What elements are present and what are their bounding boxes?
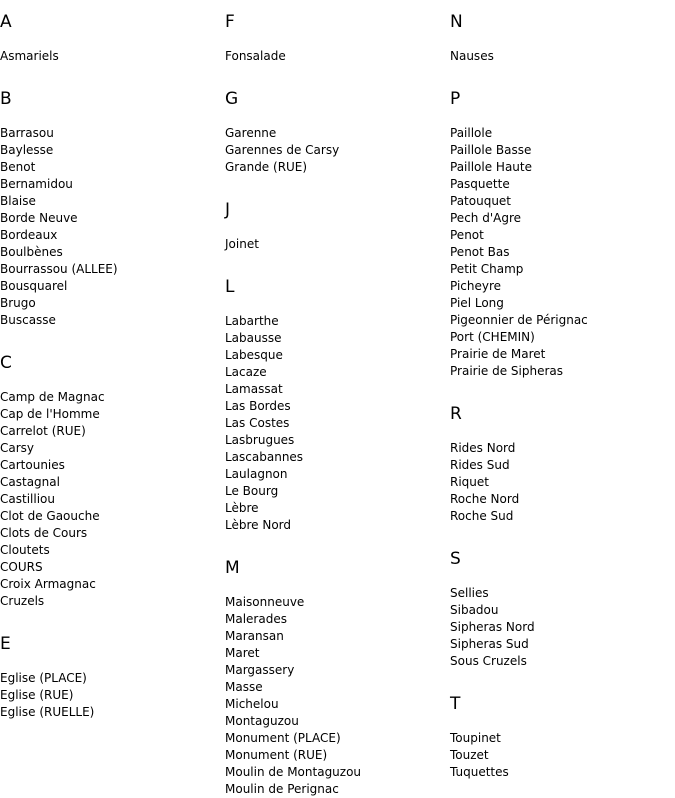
street-name-item: Margassery bbox=[225, 663, 295, 677]
street-name-item: Rides Nord bbox=[450, 441, 516, 455]
letter-group bbox=[450, 404, 670, 525]
street-name-item: Brugo bbox=[0, 296, 36, 310]
street-name-item: Eglise (PLACE) bbox=[0, 671, 87, 685]
letter-group bbox=[450, 12, 670, 65]
letter-group bbox=[450, 89, 670, 380]
letter-group bbox=[0, 89, 220, 329]
street-name-item: Masse bbox=[225, 680, 263, 694]
street-list bbox=[450, 730, 670, 781]
street-name-item: Maisonneuve bbox=[225, 595, 305, 609]
street-list bbox=[225, 594, 445, 798]
section-letter-heading: L bbox=[225, 277, 235, 297]
street-name-item: Sibadou bbox=[450, 603, 499, 617]
section-letter-heading: A bbox=[0, 12, 12, 32]
street-name-item: Croix Armagnac bbox=[0, 577, 96, 591]
section-letter-heading: G bbox=[225, 89, 239, 109]
street-name-item: Michelou bbox=[225, 697, 279, 711]
street-name-item: Toupinet bbox=[450, 731, 501, 745]
street-name-item: Le Bourg bbox=[225, 484, 279, 498]
street-list bbox=[450, 440, 670, 525]
street-name-item: Sellies bbox=[450, 586, 489, 600]
street-name-item: Buscasse bbox=[0, 313, 56, 327]
street-name-item: Penot bbox=[450, 228, 484, 242]
street-name-item: Bourrassou (ALLEE) bbox=[0, 262, 118, 276]
street-name-item: Prairie de Maret bbox=[450, 347, 546, 361]
street-list bbox=[450, 585, 670, 670]
section-letter-heading: T bbox=[450, 694, 461, 714]
section-letter-heading: M bbox=[225, 558, 240, 578]
street-name-item: Riquet bbox=[450, 475, 489, 489]
street-name-item: Boulbènes bbox=[0, 245, 63, 259]
street-name-item: Maransan bbox=[225, 629, 284, 643]
street-index-column-1 bbox=[0, 0, 220, 721]
street-name-item: Asmariels bbox=[0, 49, 59, 63]
street-name-item: Lèbre Nord bbox=[225, 518, 291, 532]
street-name-item: Garenne bbox=[225, 126, 277, 140]
street-name-item: Cap de l'Homme bbox=[0, 407, 100, 421]
street-name-item: Fonsalade bbox=[225, 49, 286, 63]
street-name-item: Grande (RUE) bbox=[225, 160, 308, 174]
letter-group bbox=[225, 200, 445, 253]
street-name-item: Touzet bbox=[450, 748, 489, 762]
street-name-item: Paillole bbox=[450, 126, 493, 140]
street-list bbox=[450, 48, 670, 65]
street-name-item: Cloutets bbox=[0, 543, 50, 557]
street-name-item: Eglise (RUELLE) bbox=[0, 705, 95, 719]
letter-group bbox=[450, 549, 670, 670]
street-list bbox=[0, 389, 220, 610]
street-name-item: Laulagnon bbox=[225, 467, 288, 481]
street-list bbox=[225, 313, 445, 534]
section-letter-heading: P bbox=[450, 89, 461, 109]
street-name-item: Petit Champ bbox=[450, 262, 524, 276]
street-name-item: Pasquette bbox=[450, 177, 510, 191]
street-name-item: Sipheras Sud bbox=[450, 637, 529, 651]
street-name-item: Monument (RUE) bbox=[225, 748, 328, 762]
street-list bbox=[450, 125, 670, 380]
street-list bbox=[0, 48, 220, 65]
street-name-item: Joinet bbox=[225, 237, 259, 251]
street-name-item: Eglise (RUE) bbox=[0, 688, 74, 702]
street-name-item: Picheyre bbox=[450, 279, 502, 293]
street-list bbox=[0, 125, 220, 329]
street-index-column-2 bbox=[225, 0, 445, 798]
street-name-item: Nauses bbox=[450, 49, 494, 63]
street-name-item: Paillole Basse bbox=[450, 143, 532, 157]
street-name-item: Lèbre bbox=[225, 501, 259, 515]
street-name-item: Garennes de Carsy bbox=[225, 143, 340, 157]
letter-group bbox=[225, 277, 445, 534]
street-name-item: Castilliou bbox=[0, 492, 55, 506]
letter-group bbox=[225, 558, 445, 798]
street-list bbox=[225, 236, 445, 253]
section-letter-heading: E bbox=[0, 634, 11, 654]
street-name-item: Labarthe bbox=[225, 314, 279, 328]
letter-group bbox=[225, 89, 445, 176]
street-name-item: Borde Neuve bbox=[0, 211, 78, 225]
street-name-item: Lascabannes bbox=[225, 450, 304, 464]
street-name-item: Moulin de Montaguzou bbox=[225, 765, 362, 779]
street-name-item: Pigeonnier de Pérignac bbox=[450, 313, 588, 327]
section-letter-heading: B bbox=[0, 89, 12, 109]
street-name-item: Moulin de Perignac bbox=[225, 782, 339, 796]
street-name-item: Camp de Magnac bbox=[0, 390, 105, 404]
street-name-item: Labesque bbox=[225, 348, 283, 362]
street-name-item: Sipheras Nord bbox=[450, 620, 535, 634]
street-name-item: Paillole Haute bbox=[450, 160, 532, 174]
street-name-item: Tuquettes bbox=[450, 765, 509, 779]
street-name-item: Barrasou bbox=[0, 126, 54, 140]
street-name-item: Penot Bas bbox=[450, 245, 510, 259]
street-name-item: COURS bbox=[0, 560, 43, 574]
street-name-item: Clot de Gaouche bbox=[0, 509, 100, 523]
street-name-item: Las Costes bbox=[225, 416, 290, 430]
street-name-item: Benot bbox=[0, 160, 36, 174]
street-list bbox=[225, 48, 445, 65]
letter-group bbox=[450, 694, 670, 781]
street-name-item: Lasbrugues bbox=[225, 433, 295, 447]
street-name-item: Sous Cruzels bbox=[450, 654, 527, 668]
street-name-item: Prairie de Sipheras bbox=[450, 364, 564, 378]
street-name-item: Cartounies bbox=[0, 458, 65, 472]
street-name-item: Lacaze bbox=[225, 365, 267, 379]
street-name-item: Castagnal bbox=[0, 475, 60, 489]
street-name-item: Pech d'Agre bbox=[450, 211, 522, 225]
section-letter-heading: F bbox=[225, 12, 235, 32]
section-letter-heading: S bbox=[450, 549, 461, 569]
street-name-item: Blaise bbox=[0, 194, 36, 208]
street-name-item: Roche Nord bbox=[450, 492, 520, 506]
street-name-item: Clots de Cours bbox=[0, 526, 88, 540]
letter-group bbox=[0, 353, 220, 610]
street-name-item: Las Bordes bbox=[225, 399, 291, 413]
street-index-column-3 bbox=[450, 0, 670, 781]
street-name-item: Piel Long bbox=[450, 296, 504, 310]
street-name-item: Montaguzou bbox=[225, 714, 299, 728]
street-name-item: Rides Sud bbox=[450, 458, 510, 472]
street-name-item: Carrelot (RUE) bbox=[0, 424, 86, 438]
street-name-item: Port (CHEMIN) bbox=[450, 330, 535, 344]
street-name-item: Lamassat bbox=[225, 382, 283, 396]
section-letter-heading: N bbox=[450, 12, 463, 32]
section-letter-heading: J bbox=[225, 200, 231, 220]
street-name-item: Baylesse bbox=[0, 143, 54, 157]
section-letter-heading: R bbox=[450, 404, 462, 424]
letter-group bbox=[0, 634, 220, 721]
street-name-item: Cruzels bbox=[0, 594, 45, 608]
street-name-item: Bordeaux bbox=[0, 228, 58, 242]
street-name-item: Malerades bbox=[225, 612, 287, 626]
street-name-item: Roche Sud bbox=[450, 509, 514, 523]
street-name-item: Bernamidou bbox=[0, 177, 73, 191]
street-list bbox=[0, 670, 220, 721]
street-name-item: Bousquarel bbox=[0, 279, 68, 293]
section-letter-heading: C bbox=[0, 353, 12, 373]
street-name-item: Maret bbox=[225, 646, 260, 660]
street-name-item: Carsy bbox=[0, 441, 35, 455]
street-list bbox=[225, 125, 445, 176]
letter-group bbox=[0, 12, 220, 65]
letter-group bbox=[225, 12, 445, 65]
street-name-item: Monument (PLACE) bbox=[225, 731, 341, 745]
street-name-item: Patouquet bbox=[450, 194, 512, 208]
street-name-item: Labausse bbox=[225, 331, 282, 345]
